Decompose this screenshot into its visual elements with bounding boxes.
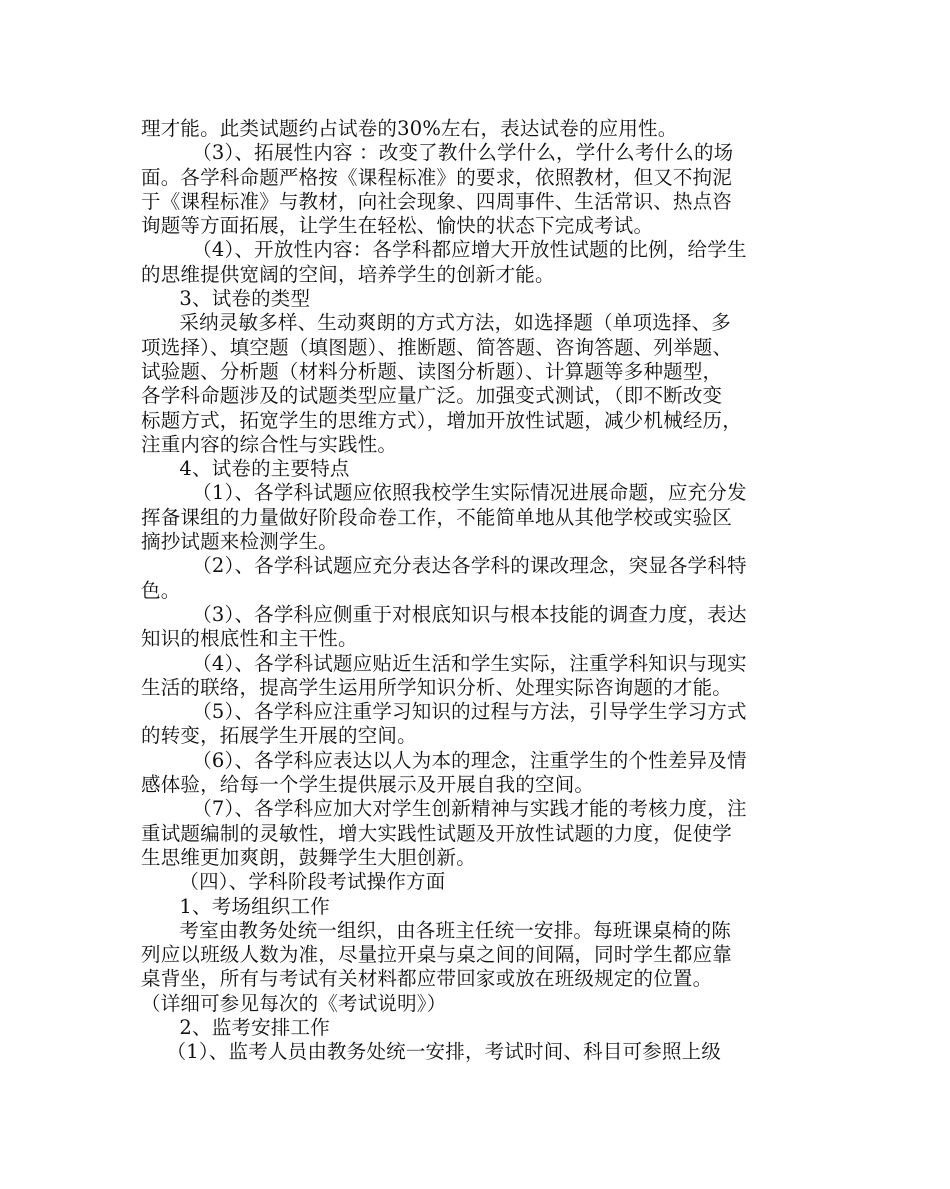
text-line: 考室由教务处统一组织，由各班主任统一安排。每班课桌椅的陈 <box>141 918 731 942</box>
section-heading: 3、试卷的类型 <box>141 287 311 311</box>
section-heading: 1、考场组织工作 <box>141 894 330 918</box>
text-line: （3）、拓展性内容 ：改变了教什么学什么，学什么考什么的场 <box>141 141 734 165</box>
section-heading: 2、监考安排工作 <box>141 1015 330 1039</box>
text-line: 摘抄试题来检测学生。 <box>141 530 339 554</box>
text-line: 的转变，拓展学生开展的空间。 <box>141 724 417 748</box>
text-line: 项选择）、填空题（填图题）、推断题、简答题、咨询答题、列举题、 <box>141 335 733 359</box>
text-line: （详细可参见每次的《考试说明》） <box>141 991 447 1015</box>
text-line: （3）、各学科应侧重于对根底知识与根本技能的调查力度，表达 <box>141 602 747 626</box>
text-line: （5）、各学科应注重学习知识的过程与方法，引导学生学习方式 <box>141 700 747 724</box>
text-line: 桌背坐，所有与考试有关材料都应带回家或放在班级规定的位置。 <box>141 967 713 991</box>
text-line: 知识的根底性和主干性。 <box>141 627 358 651</box>
text-line: 面。各学科命题严格按《课程标准》的要求，依照教材，但又不拘泥 <box>141 165 733 189</box>
text-line: 生活的联络，提高学生运用所学知识分析、处理实际咨询题的才能。 <box>141 675 733 699</box>
text-line: 理才能。此类试题约占试卷的30%左右，表达试卷的应用性。 <box>141 117 678 140</box>
text-line: （4）、各学科试题应贴近生活和学生实际，注重学科知识与现实 <box>141 651 747 675</box>
text-line: （6）、各学科应表达以人为本的理念，注重学生的个性差异及情 <box>141 748 747 772</box>
text-line: 于《课程标准》与教材，向社会现象、四周事件、生活常识、热点咨 <box>141 189 733 213</box>
text-line: 各学科命题涉及的试题类型应量广泛。加强变式测试，（即不断改变 <box>141 384 723 408</box>
section-heading: （四）、学科阶段考试操作方面 <box>141 870 446 894</box>
document-page <box>141 117 821 1065</box>
text-line: （7）、各学科应加大对学生创新精神与实践才能的考核力度，注 <box>141 797 747 821</box>
text-line: 试验题、分析题（材料分析题、读图分析题）、计算题等多种题型， <box>141 359 723 383</box>
text-line: 采纳灵敏多样、生动爽朗的方式方法，如选择题（单项选择、多 <box>141 311 731 335</box>
text-line: （1）、监考人员由教务处统一安排，考试时间、科目可参照上级 <box>141 1040 722 1064</box>
text-line: （2）、各学科试题应充分表达各学科的课改理念，突显各学科特 <box>141 554 747 578</box>
text-line: （4）、开放性内容：各学科都应增大开放性试题的比例，给学生 <box>141 238 747 262</box>
text-line: 的思维提供宽阔的空间，培养学生的创新才能。 <box>141 262 555 286</box>
text-line: （1）、各学科试题应依照我校学生实际情况进展命题，应充分发 <box>141 481 747 505</box>
text-line: 标题方式，拓宽学生的思维方式），增加开放性试题，减少机械经历， <box>141 408 742 432</box>
text-line: 生思维更加爽朗，鼓舞学生大胆创新。 <box>141 845 476 869</box>
text-line: 色。 <box>141 578 181 602</box>
text-line: 挥备课组的力量做好阶段命卷工作，不能简单地从其他学校或实验区 <box>141 505 733 529</box>
text-line: 感体验，给每一个学生提供展示及开展自我的空间。 <box>141 773 595 797</box>
text-line: 注重内容的综合性与实践性。 <box>141 432 398 456</box>
text-line: 列应以班级人数为准，尽量拉开桌与桌之间的间隔，同时学生都应靠 <box>141 943 733 967</box>
text-line: 重试题编制的灵敏性，增大实践性试题及开放性试题的力度，促使学 <box>141 821 733 845</box>
text-line: 询题等方面拓展，让学生在轻松、愉快的状态下完成考试。 <box>141 214 654 238</box>
section-heading: 4、试卷的主要特点 <box>141 457 350 481</box>
